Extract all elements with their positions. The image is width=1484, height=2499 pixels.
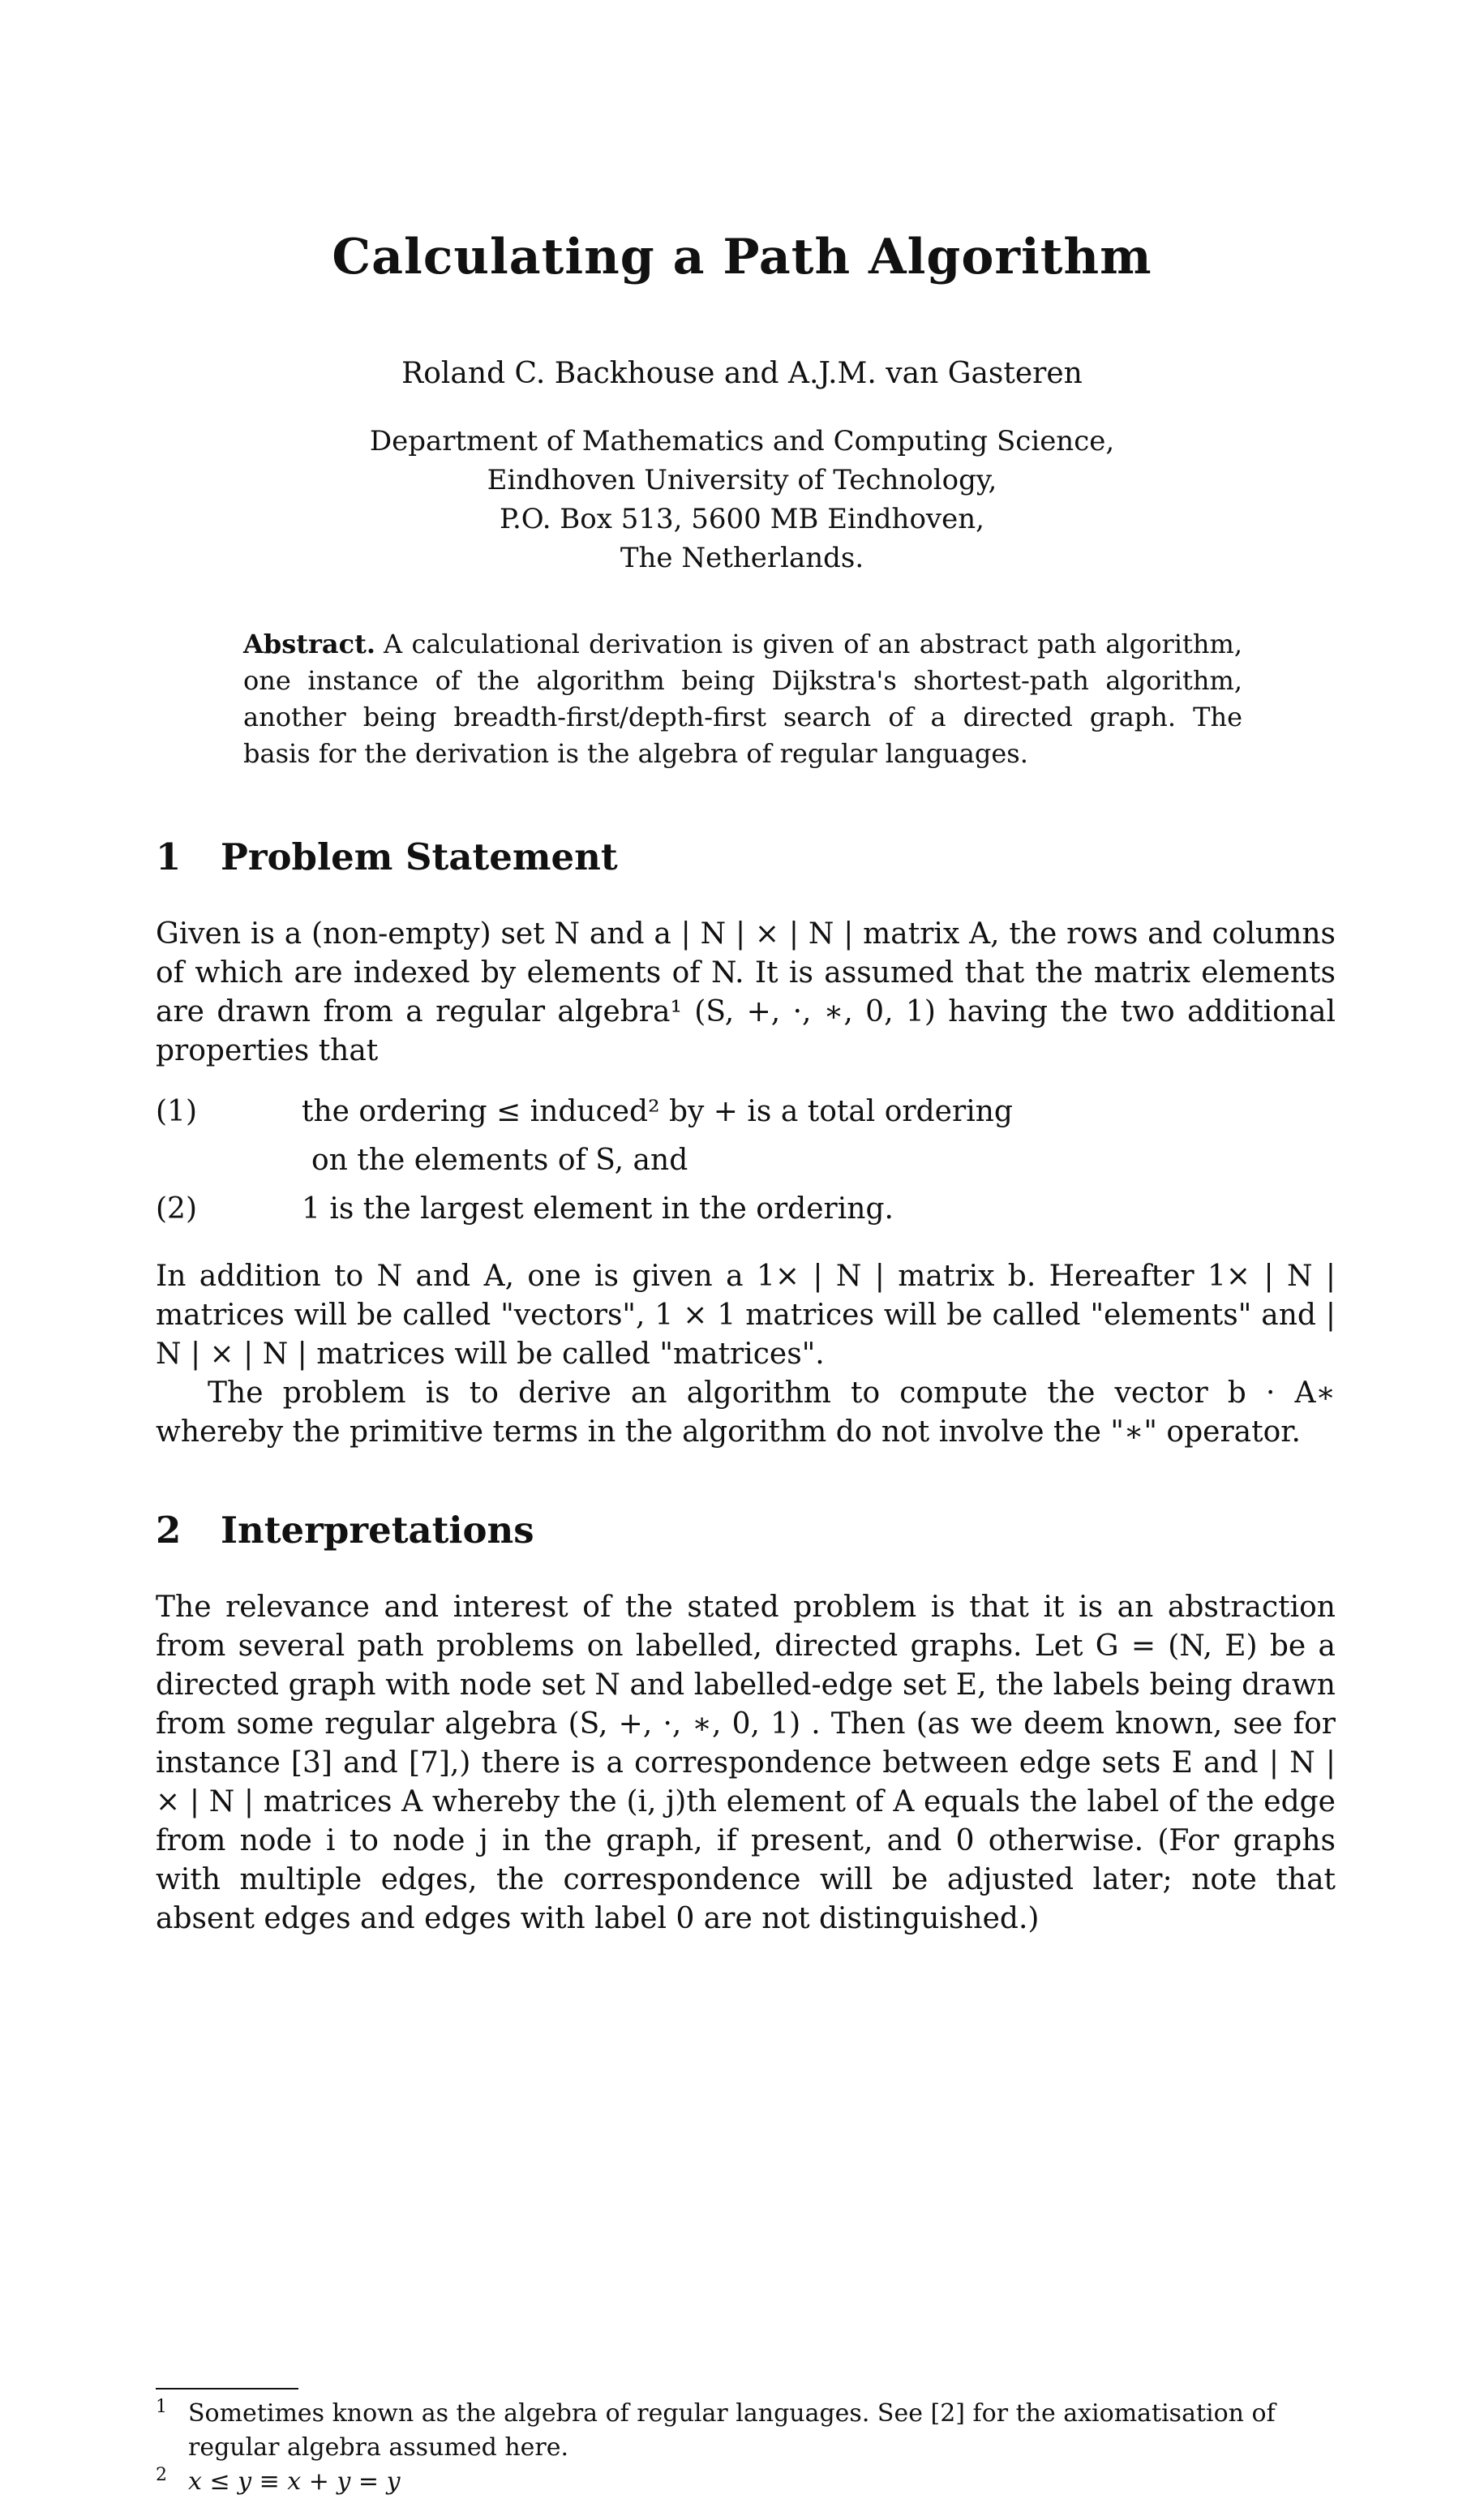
item-text: the ordering ≤ induced² by + is a total ordering [302,1095,1013,1128]
section-number: 1 [156,835,182,878]
abstract-text: A calculational derivation is given of an abstract path algorithm, one instance of the algorithm being Dijkstra's shortest-path algorithm, another being breadth-first/depth-first search of a directed graph. The basis for the derivation is the algebra of regular languages. [243,629,1242,769]
footnote-mark: 1 [156,2397,167,2417]
affiliation-line: Eindhoven University of Technology, [487,464,997,496]
footnote [156,2397,1336,2465]
footnote-mark: 2 [156,2465,167,2485]
abstract [243,626,1242,772]
footnote-text: Sometimes known as the algebra of regular languages. See [2] for the axiomatisation of regular algebra assumed here. [188,2399,1276,2462]
footnote [156,2465,1336,2499]
footnotes [156,2397,1336,2499]
item-text-continued: on the elements of S, and [311,1144,688,1177]
item-text: 1 is the largest element in the ordering. [302,1192,894,1226]
affiliation-line: The Netherlands. [620,542,864,574]
section-title: Problem Statement [221,835,618,878]
footnote-rule [156,2388,298,2390]
affiliation-line: Department of Mathematics and Computing Science, [369,425,1115,457]
footnote-text: x ≤ y ≡ x + y = y [188,2467,401,2496]
paper-title: Calculating a Path Algorithm [332,229,1152,286]
author-line: Roland C. Backhouse and A.J.M. van Gasteren [401,357,1083,390]
item-label: (1) [156,1095,197,1128]
section-heading-2 [156,1509,534,1552]
section-number: 2 [156,1509,182,1552]
paragraph-text: The problem is to derive an algorithm to compute the vector b · A∗ whereby the primitive terms in the algorithm do not involve the "∗" operator. [156,1376,1336,1449]
section2-paragraph-1: The relevance and interest of the stated problem is that it is an abstraction from several path problems on labelled, directed graphs. Let G = (N, E) be a directed graph with node set N and labelled-edge set E, the labels being drawn from some regular algebra (S, +, ·, ∗, 0, 1) . Then (as we deem known, see for instance [3] and [7],) there is a correspondence between edge sets E and | N | × | N | matrices A whereby the (i, j)th element of A equals the label of the edge from node i to node j in the graph, if present, and 0 otherwise. (For graphs with multiple edges, the correspondence will be adjusted later; note that absent edges and edges with label 0 are not distinguished.) [156,1591,1336,1935]
section1-paragraph-1: Given is a (non-empty) set N and a | N | × | N | matrix A, the rows and columns of which are indexed by elements of N. It is assumed that the matrix elements are drawn from a regular algebra¹ (S, +, ·, ∗, 0, 1) having the two additional properties that [156,917,1336,1067]
abstract-label: Abstract. [243,629,375,659]
affiliation-line: P.O. Box 513, 5600 MB Eindhoven, [500,503,984,535]
section1-paragraph-2 [156,1257,1336,1452]
paragraph-text: In addition to N and A, one is given a 1× | N | matrix b. Hereafter 1× | N | matrices will be called "vectors", 1 × 1 matrices will be called "elements" and | N | × | N | matrices will be called "matrices". [156,1260,1336,1371]
section-title: Interpretations [221,1509,534,1552]
item-label: (2) [156,1192,197,1226]
section-heading-1 [156,835,618,878]
affiliation-block [0,422,1484,578]
